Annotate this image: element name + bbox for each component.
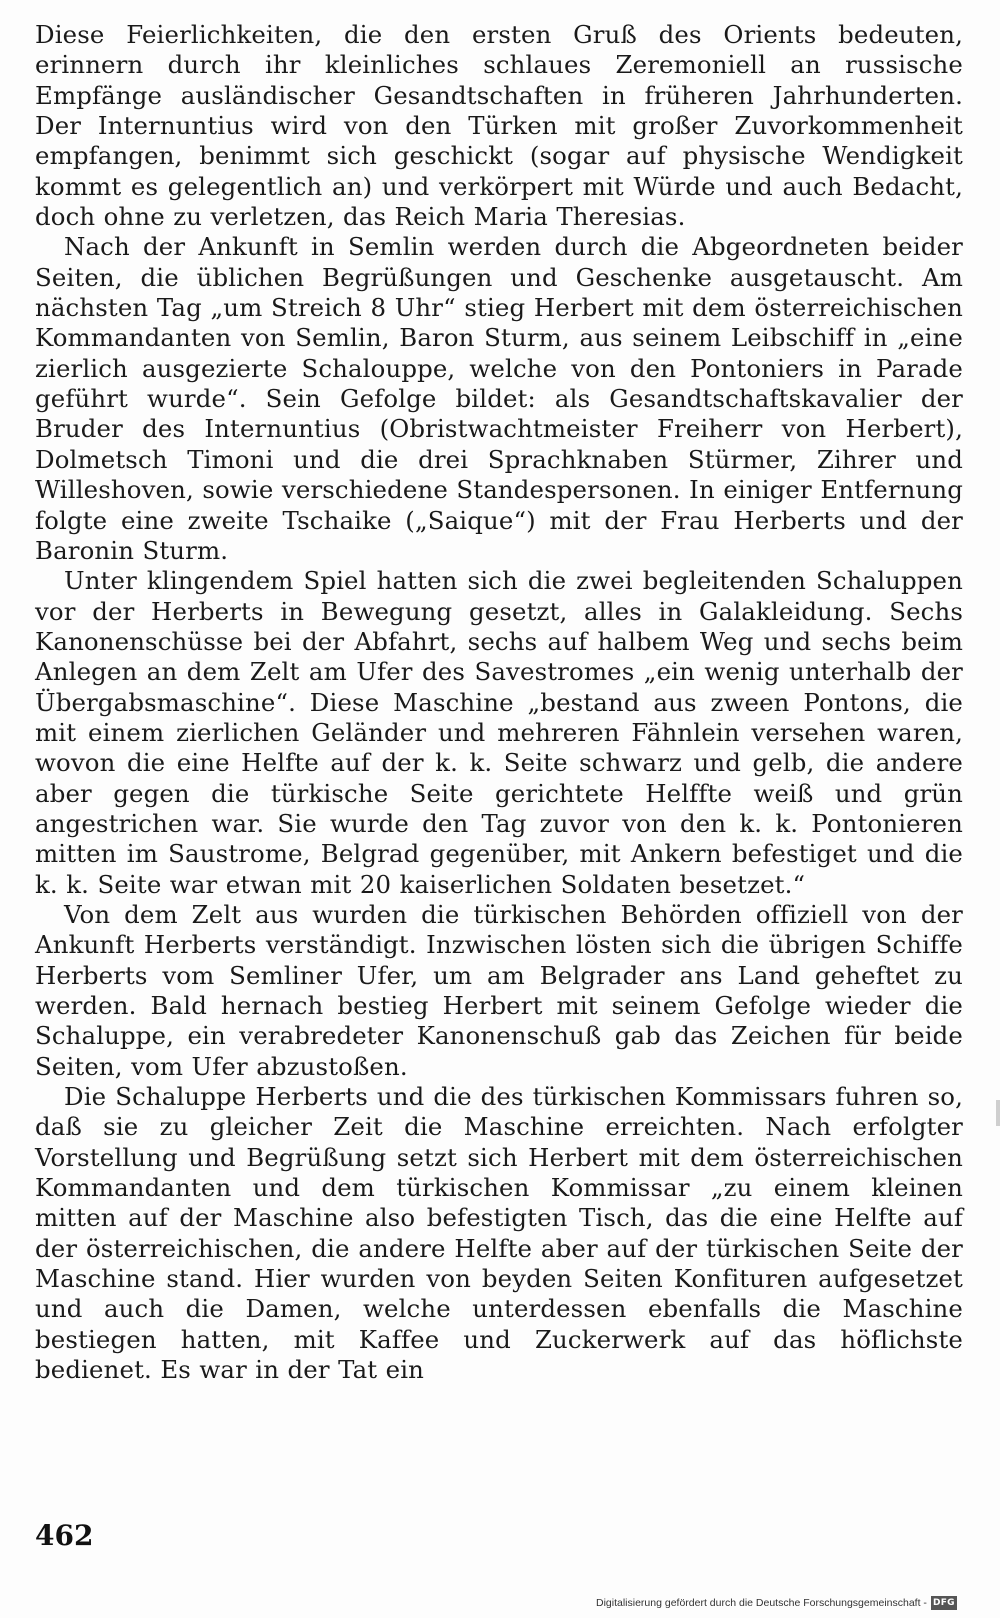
scan-edge-mark <box>996 1100 1000 1126</box>
footer-credit-text: Digitalisierung gefördert durch die Deutsche Forschungsgemeinschaft - <box>596 1597 927 1609</box>
paragraph-2: Nach der Ankunft in Semlin werden durch die Abgeordneten beider Seiten, die üblichen Begrüßungen und Geschenke ausgetauscht. Am nächsten Tag „um Streich 8 Uhr“ stieg Herbert mit dem österreichischen Kommandanten von Semlin, Baron Sturm, aus seinem Leibschiff in „eine zierlich ausgezierte Schalouppe, welche von den Pontoniers in Parade geführt wurde“. Sein Gefolge bildet: als Gesandtschaftskavalier der Bruder des Internuntius (Obristwachtmeister Freiherr von Herbert), Dolmetsch Timoni und die drei Sprachknaben Stürmer, Zihrer und Willeshoven, sowie verschiedene Standespersonen. In einiger Entfernung folgte eine zweite Tschaike („Saique“) mit der Frau Herberts und der Baronin Sturm. <box>35 232 963 565</box>
paragraph-3: Unter klingendem Spiel hatten sich die zwei begleitenden Schaluppen vor der Herberts in Bewegung gesetzt, alles in Galakleidung. Sechs Kanonenschüsse bei der Abfahrt, sechs auf halbem Weg und sechs beim Anlegen an dem Zelt am Ufer des Savestromes „ein wenig unterhalb der Übergabsmaschine“. Diese Maschine „bestand aus zween Pontons, die mit einem zierlichen Geländer und mehreren Fähnlein versehen waren, wovon die eine Helfte auf der k. k. Seite schwarz und gelb, die andere aber gegen die türkische Seite gerichtete Helffte weiß und grün angestrichen war. Sie wurde den Tag zuvor von den k. k. Pontonieren mitten im Saustrome, Belgrad gegenüber, mit Ankern befestiget und die k. k. Seite war etwan mit 20 kaiserlichen Soldaten besetzet.“ <box>35 566 963 899</box>
paragraph-5: Die Schaluppe Herberts und die des türkischen Kommissars fuhren so, daß sie zu gleicher Zeit die Maschine erreichten. Nach erfolgter Vorstellung und Begrüßung setzt sich Herbert mit dem österreichischen Kommandanten und dem türkischen Kommissar „zu einem kleinen mitten auf der Maschine also befestigten Tisch, das die eine Helfte auf der österreichischen, die andere Helfte aber auf der türkischen Seite der Maschine stand. Hier wurden von beyden Seiten Konfituren aufgesetzet und auch die Damen, welche unterdessen ebenfalls die Maschine bestiegen hatten, mit Kaffee und Zuckerwerk auf das höflichste bedienet. Es war in der Tat ein <box>35 1082 963 1385</box>
digitization-footer <box>596 1594 957 1612</box>
dfg-logo-icon: DFG <box>931 1596 957 1610</box>
paragraph-1: Diese Feierlichkeiten, die den ersten Gruß des Orients bedeuten, erinnern durch ihr kleinliches schlaues Zeremoniell an russische Empfänge ausländischer Gesandtschaften in früheren Jahrhunderten. Der Internuntius wird von den Türken mit großer Zuvorkommenheit empfangen, benimmt sich geschickt (sogar auf physische Wendigkeit kommt es gelegentlich an) und verkörpert mit Würde und auch Bedacht, doch ohne zu verletzen, das Reich Maria Theresias. <box>35 20 963 232</box>
paragraph-4: Von dem Zelt aus wurden die türkischen Behörden offiziell von der Ankunft Herberts verständigt. Inzwischen lösten sich die übrigen Schiffe Herberts vom Semliner Ufer, um am Belgrader ans Land geheftet zu werden. Bald hernach bestieg Herbert mit seinem Gefolge wieder die Schaluppe, ein verabredeter Kanonenschuß gab das Zeichen für beide Seiten, vom Ufer abzustoßen. <box>35 899 963 1081</box>
page-number: 462 <box>35 1519 94 1552</box>
body-text <box>35 20 963 1385</box>
